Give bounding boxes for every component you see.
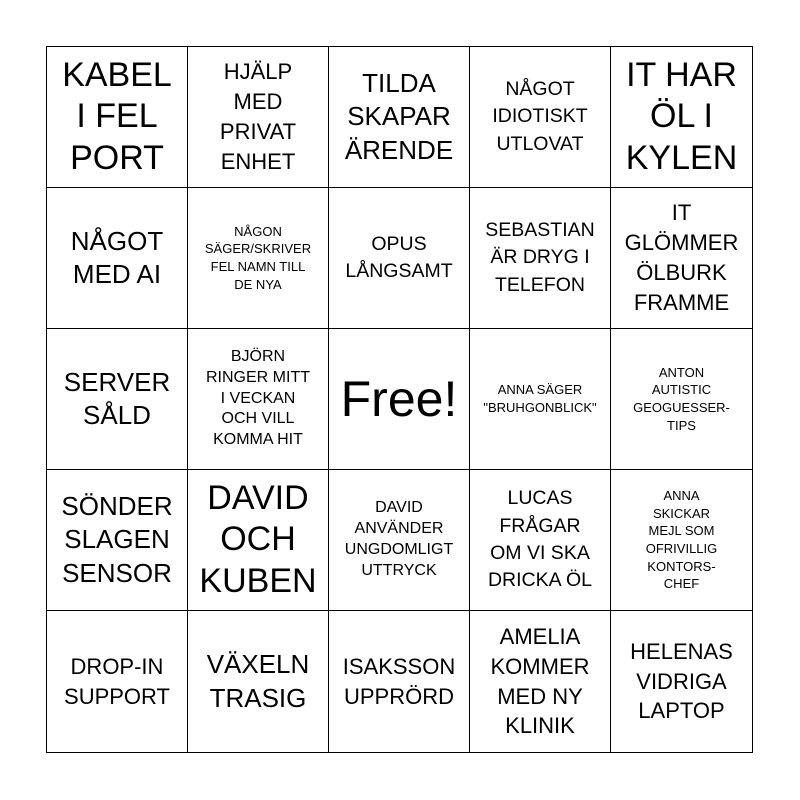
cell-text: BJÖRN RINGER MITT I VECKAN OCH VILL KOMMA HIT	[206, 348, 310, 449]
bingo-cell[interactable]	[47, 47, 188, 188]
bingo-cell[interactable]	[329, 188, 470, 329]
cell-text: ANNA SÄGER "BRUHGONBLICK"	[483, 382, 597, 415]
bingo-board	[46, 46, 753, 753]
bingo-cell[interactable]	[329, 329, 470, 470]
bingo-cell[interactable]	[329, 470, 470, 611]
bingo-cell[interactable]	[470, 188, 611, 329]
cell-text: AMELIA KOMMER MED NY KLINIK	[490, 623, 590, 739]
bingo-cell[interactable]	[188, 188, 329, 329]
cell-text: DROP-IN SUPPORT	[64, 653, 170, 709]
cell-text: IT GLÖMMER ÖLBURK FRAMME	[624, 200, 739, 315]
bingo-cell[interactable]	[329, 611, 470, 752]
cell-text: OPUS LÅNGSAMT	[345, 232, 453, 282]
cell-text: SEBASTIAN ÄR DRYG I TELEFON	[485, 219, 595, 296]
cell-text: TILDA SKAPAR ÄRENDE	[344, 68, 454, 165]
bingo-cell[interactable]	[611, 329, 752, 470]
free-space-text: Free!	[340, 371, 458, 427]
bingo-cell[interactable]	[470, 329, 611, 470]
cell-text: KABEL I FEL PORT	[62, 55, 172, 177]
bingo-cell[interactable]	[611, 611, 752, 752]
cell-text: SERVER SÅLD	[63, 366, 171, 430]
bingo-cell[interactable]	[470, 470, 611, 611]
cell-text: ANNA SKICKAR MEJL SOM OFRIVILLIG KONTORS- CHEF	[645, 488, 718, 592]
cell-text: NÅGOT IDIOTISKT UTLOVAT	[492, 78, 588, 155]
cell-text: NÅGOT MED AI	[70, 225, 164, 289]
cell-text: HELENAS VIDRIGA LAPTOP	[630, 638, 733, 724]
bingo-cell[interactable]	[329, 47, 470, 188]
cell-text: DAVID ANVÄNDER UNGDOMLIGT UTTRYCK	[344, 499, 454, 579]
bingo-cell[interactable]	[470, 47, 611, 188]
bingo-cell[interactable]	[611, 470, 752, 611]
cell-text: ANTON AUTISTIC GEOGUESSER- TIPS	[633, 364, 730, 433]
bingo-cell[interactable]	[611, 47, 752, 188]
bingo-cell[interactable]	[188, 611, 329, 752]
cell-text: DAVID OCH KUBEN	[199, 478, 317, 600]
cell-text: NÅGON SÄGER/SKRIVER FEL NAMN TILL DE NYA	[204, 223, 312, 292]
bingo-cell[interactable]	[47, 188, 188, 329]
bingo-cell[interactable]	[188, 470, 329, 611]
cell-text: VÄXELN TRASIG	[206, 649, 310, 713]
bingo-cell[interactable]	[188, 47, 329, 188]
cell-text: IT HAR ÖL I KYLEN	[625, 55, 738, 177]
cell-text: SÖNDER SLAGEN SENSOR	[61, 491, 173, 588]
bingo-cell[interactable]	[470, 611, 611, 752]
bingo-cell[interactable]	[611, 188, 752, 329]
bingo-cell[interactable]	[47, 470, 188, 611]
cell-text: ISAKSSON UPPRÖRD	[342, 653, 456, 709]
bingo-cell[interactable]	[47, 329, 188, 470]
cell-text: LUCAS FRÅGAR OM VI SKA DRICKA ÖL	[487, 487, 593, 592]
bingo-cell[interactable]	[188, 329, 329, 470]
cell-text: HJÄLP MED PRIVAT ENHET	[219, 59, 297, 174]
bingo-cell[interactable]	[47, 611, 188, 752]
